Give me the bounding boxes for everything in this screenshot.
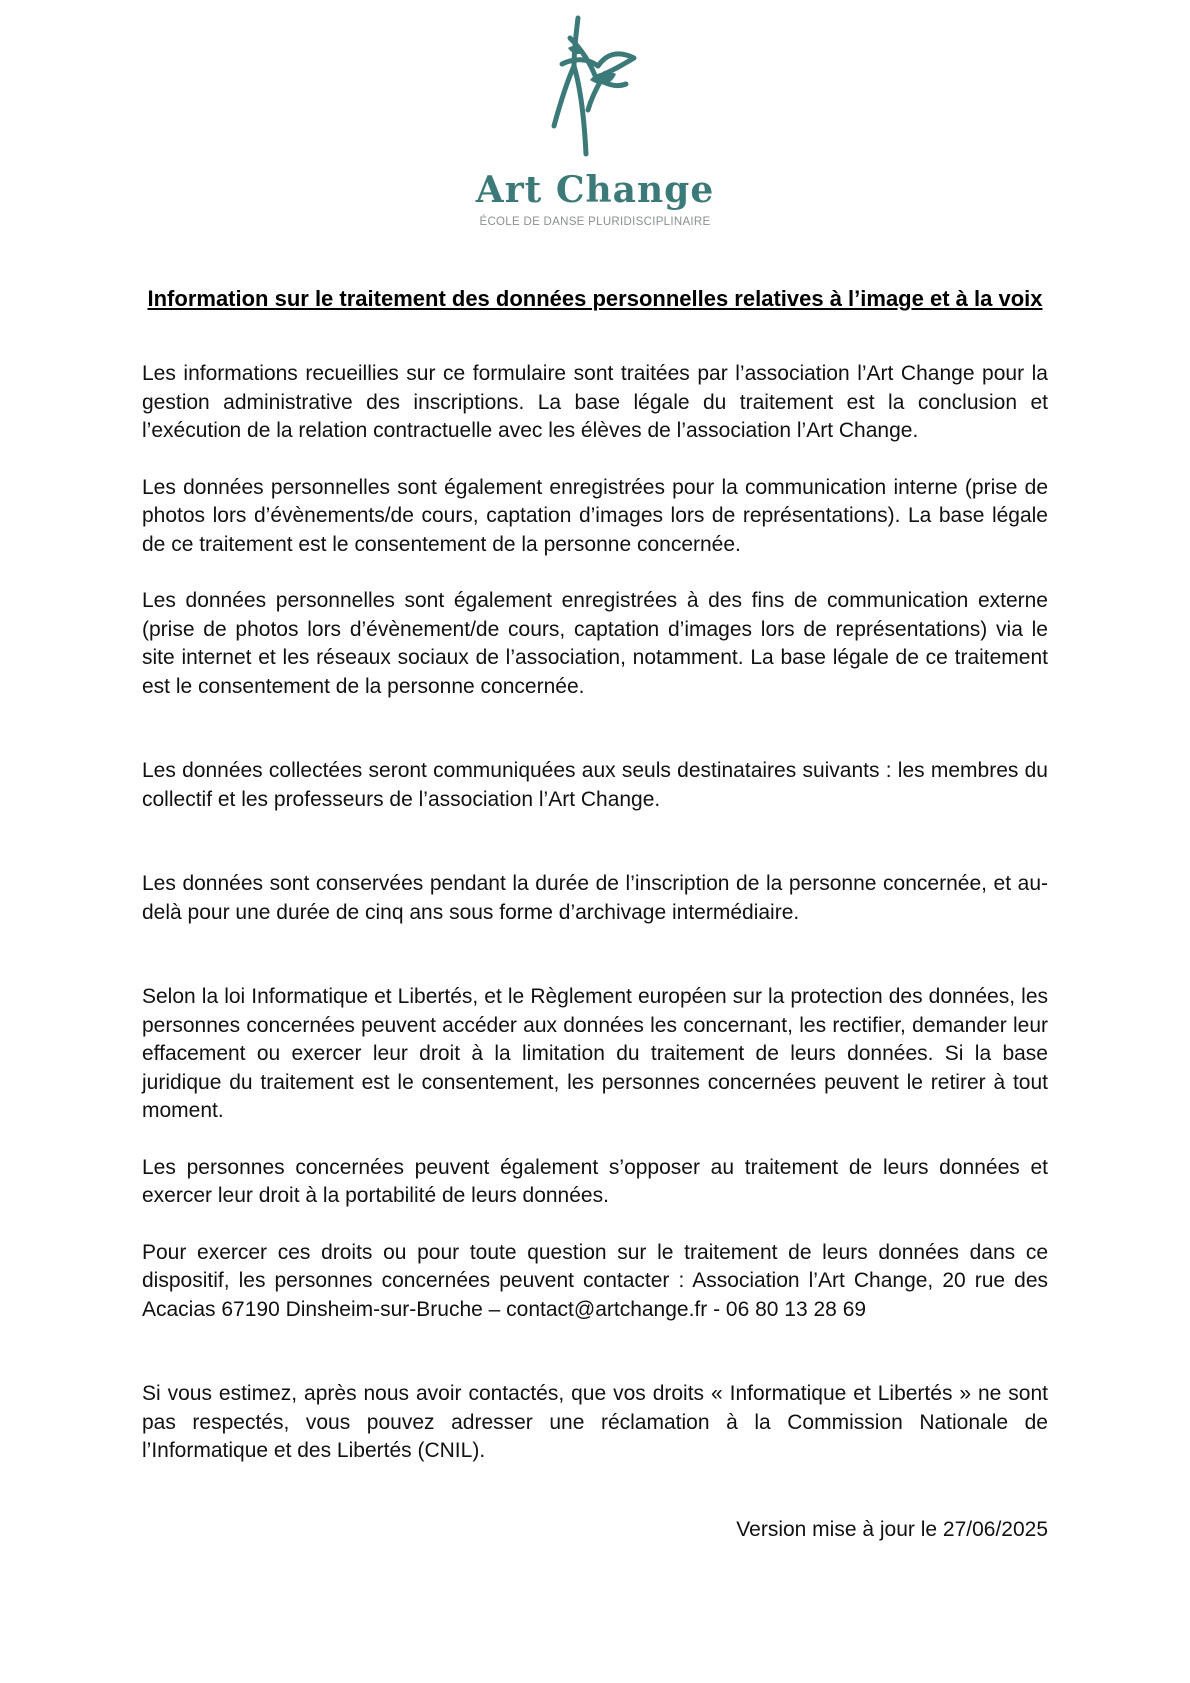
- logo-tagline: ÉCOLE DE DANSE PLURIDISCIPLINAIRE: [479, 216, 711, 228]
- paragraph-contact: Pour exercer ces droits ou pour toute question sur le traitement de leurs données dans ce dispositif, les personnes concernées peuvent contacter : Association l’Art Change, 20 rue des Acacias 67190 Dinsheim-sur-Bruche – contact@artchange.fr - 06 80 13 28 69: [142, 1240, 1048, 1321]
- paragraph-rights: Selon la loi Informatique et Libertés, et le Règlement européen sur la protection des données, les personnes concernées peuvent accéder aux données les concernant, les rectifier, demander leur effacement ou exercer leur droit à la limitation du traitement de leurs données. Si la base juridique du traitement est le consentement, les personnes concernées peuvent le retirer à tout moment.: [142, 985, 1048, 1122]
- document-title: Information sur le traitement des données personnelles relatives à l’image et à la voix: [147, 286, 1043, 311]
- paragraph-internal-communication: Les données personnelles sont également enregistrées pour la communication interne (prise de photos lors d’évènements/de cours, captation d’images lors de représentations). La base légale de ce traitement est le consentement de la personne concernée.: [142, 475, 1048, 556]
- document-body: [142, 284, 1048, 1544]
- paragraph-external-communication: Les données personnelles sont également enregistrées à des fins de communication externe (prise de photos lors d’évènement/de cours, captation d’images lors de représentations) via le site internet et les réseaux sociaux de l’association, notamment. La base légale de ce traitement est le consentement de la personne concernée.: [142, 589, 1048, 698]
- logo-name: Art Change: [475, 169, 715, 211]
- dancer-figure-icon: [540, 14, 650, 164]
- logo: [0, 14, 1190, 228]
- paragraph-registration: Les informations recueillies sur ce formulaire sont traitées par l’association l’Art Change pour la gestion administrative des inscriptions. La base légale du traitement est la conclusion et l’exécution de la relation contractuelle avec les élèves de l’association l’Art Change.: [142, 362, 1048, 442]
- paragraph-retention: Les données sont conservées pendant la durée de l’inscription de la personne concernée, et au-delà pour une durée de cinq ans sous forme d’archivage intermédiaire.: [142, 872, 1048, 924]
- paragraph-opposition: Les personnes concernées peuvent également s’opposer au traitement de leurs données et exercer leur droit à la portabilité de leurs données.: [142, 1155, 1048, 1207]
- version-date: Version mise à jour le 27/06/2025: [736, 1517, 1048, 1541]
- paragraph-recipients: Les données collectées seront communiquées aux seuls destinataires suivants : les membres du collectif et les professeurs de l’association l’Art Change.: [142, 759, 1048, 811]
- paragraph-cnil: Si vous estimez, après nous avoir contactés, que vos droits « Informatique et Libertés » ne sont pas respectés, vous pouvez adresser une réclamation à la Commission Nationale de l’Informatique et des Libertés (CNIL).: [142, 1382, 1048, 1462]
